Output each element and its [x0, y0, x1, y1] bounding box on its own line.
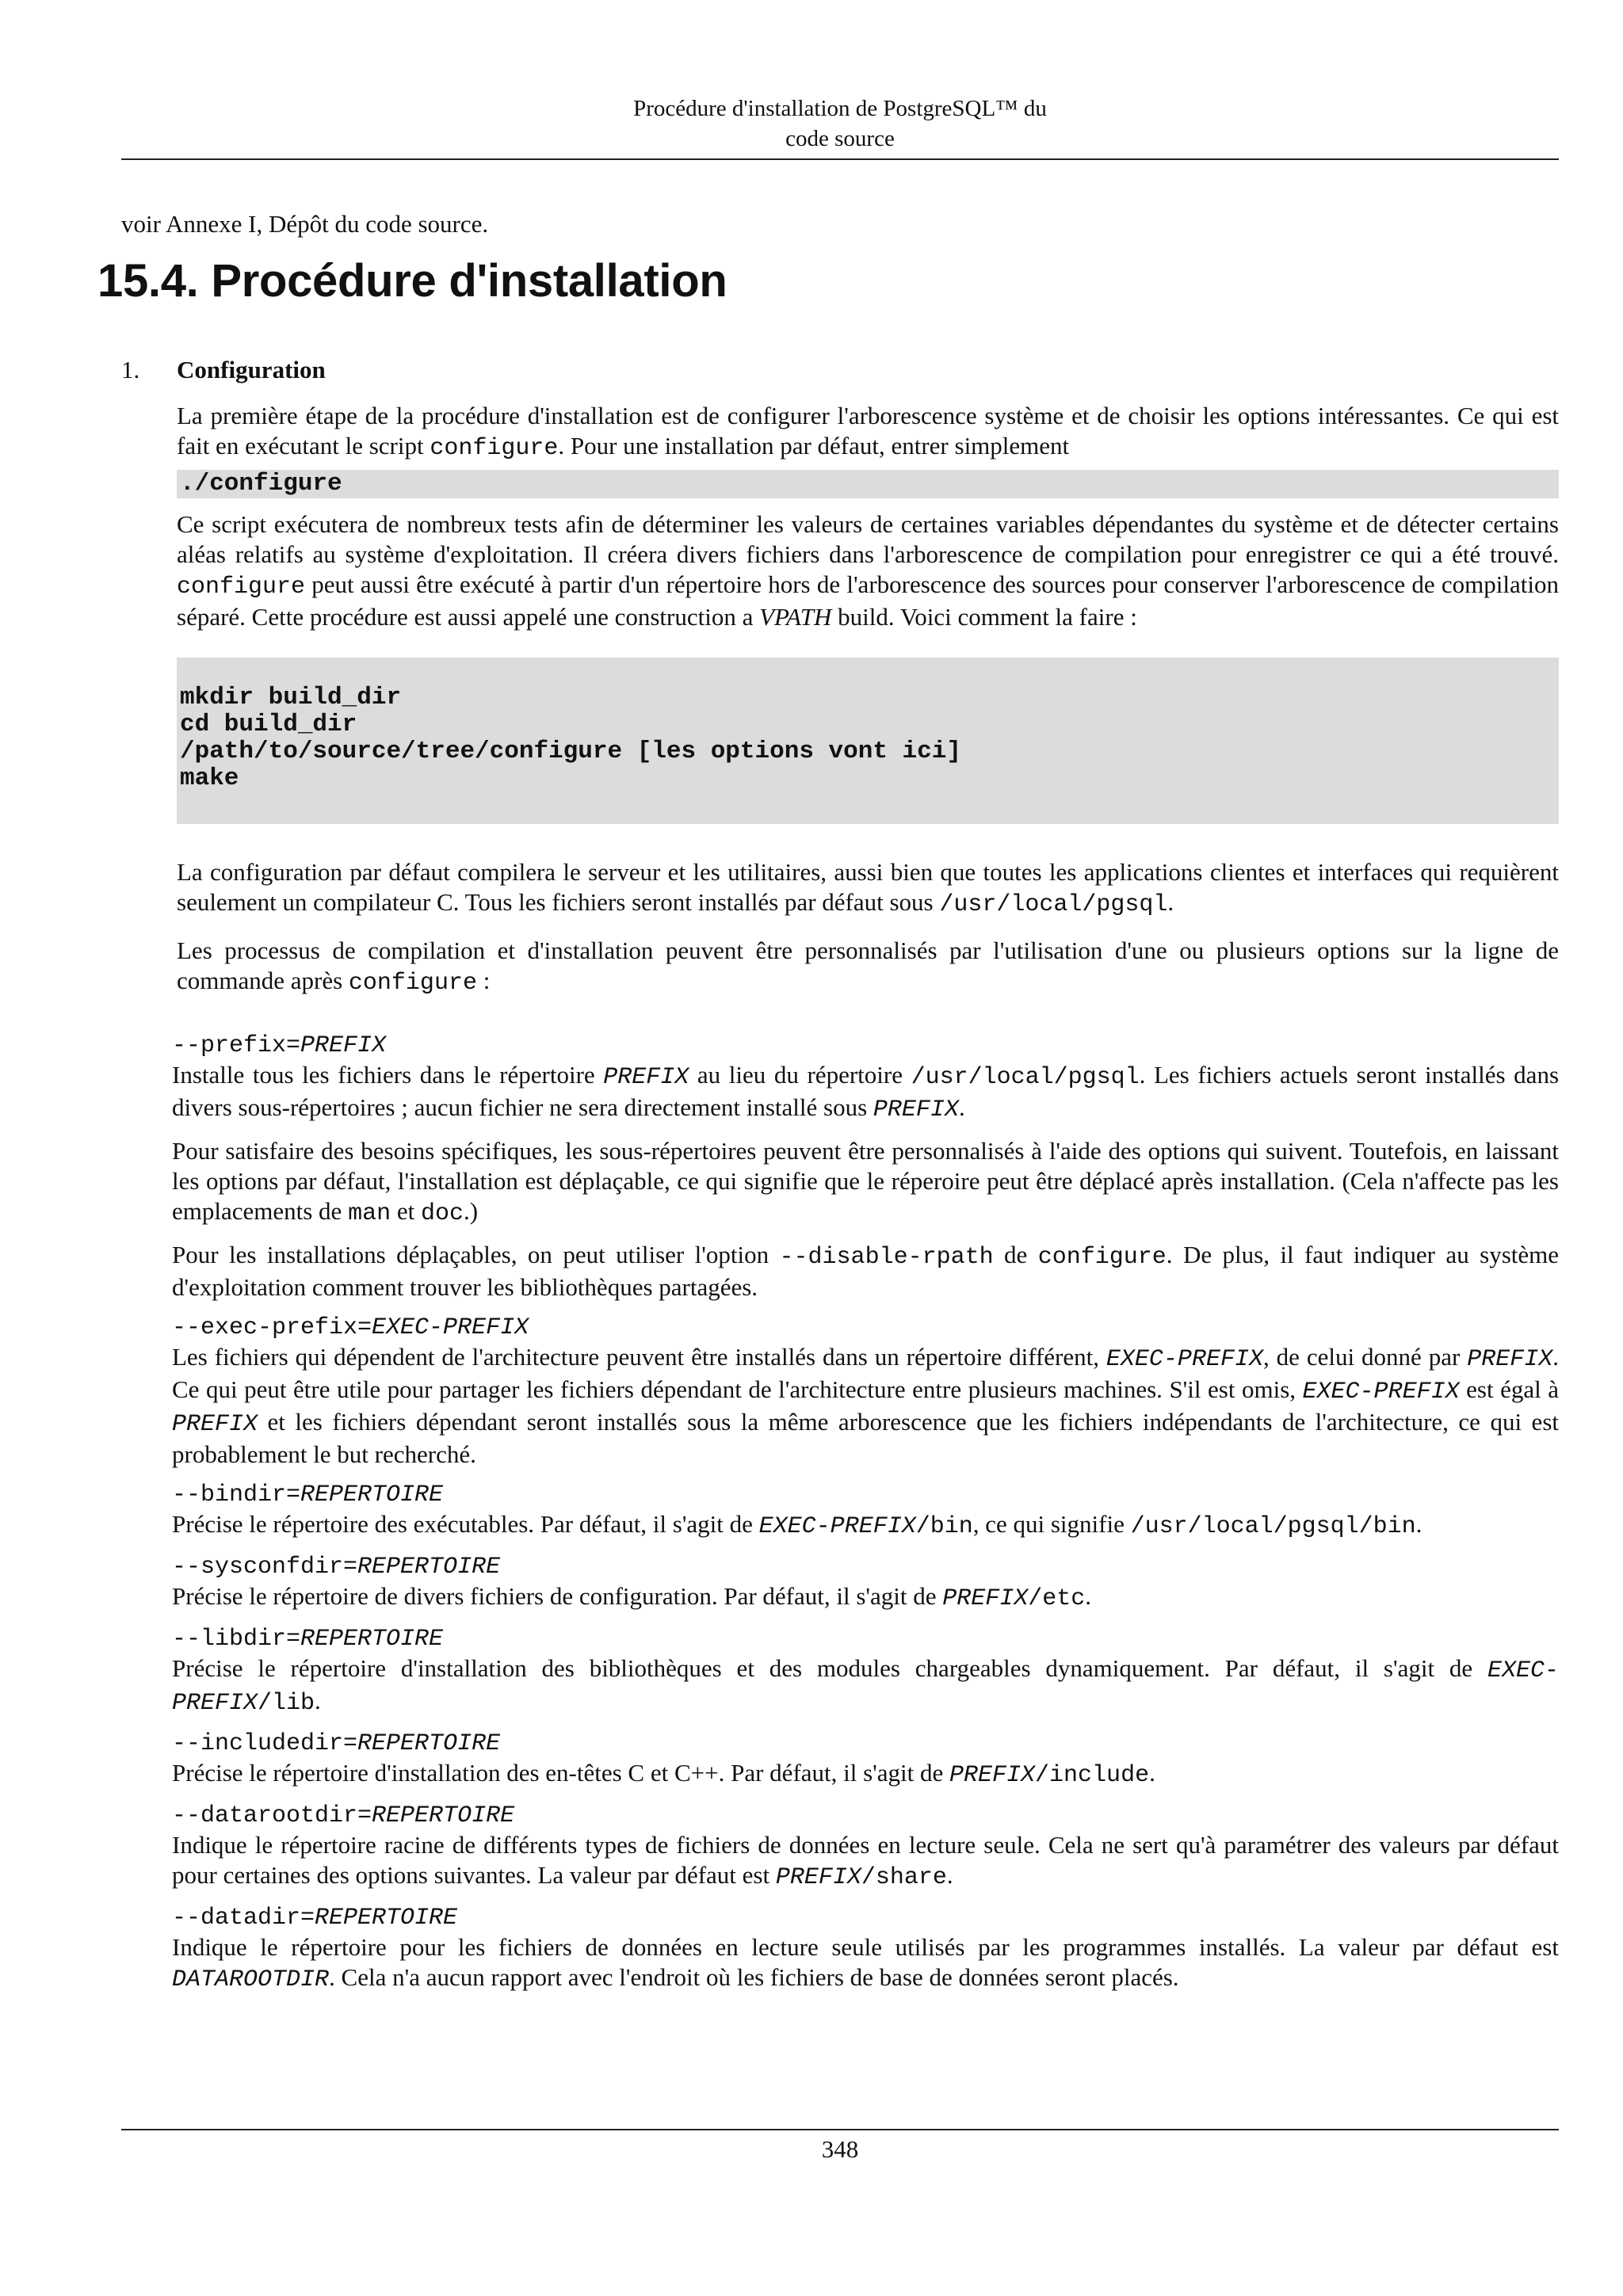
step-paragraph-1: La première étape de la procédure d'installation est de configurer l'arborescence système et de choisir les options intéressantes. Ce qui est fait en exécutant le script configure. Pour une installation par défaut, entrer simplement	[177, 402, 1559, 462]
lead-paragraph: voir Annexe I, Dépôt du code source.	[121, 210, 489, 238]
option-term: --exec-prefix=EXEC-PREFIX	[172, 1314, 529, 1341]
option-description: Précise le répertoire de divers fichiers de configuration. Par défaut, il s'agit de PREFIX/etc.	[172, 1582, 1092, 1612]
option-libdir	[172, 1625, 1559, 1718]
step-paragraph-4: Les processus de compilation et d'installation peuvent être personnalisés par l'utilisation d'une ou plusieurs options sur la ligne de commande après configure :	[177, 936, 1559, 997]
step-configuration	[121, 355, 1559, 1995]
option-description: Installe tous les fichiers dans le répertoire PREFIX au lieu du répertoire /usr/local/pgsql. Les fichiers actuels seront installés dans divers sous-répertoires ; aucun fichier ne sera directement installé sous PREFIX.	[172, 1061, 1560, 1123]
option-description: Indique le répertoire racine de différents types de fichiers de données en lecture seule. Cela ne sert qu'à paramétrer des valeurs par défaut pour certaines des options suivantes. La valeur par défaut est PREFIX/share.	[172, 1831, 1559, 1891]
page-number: 348	[821, 2135, 859, 2163]
option-prefix	[172, 1032, 1559, 1302]
running-header	[121, 93, 1559, 154]
step-title: Configuration	[177, 356, 326, 383]
inline-code: configure	[348, 970, 477, 997]
option-bindir	[172, 1481, 1559, 1542]
header-rule	[121, 158, 1559, 160]
option-term: --datarootdir=REPERTOIRE	[172, 1802, 515, 1829]
option-description: Précise le répertoire d'installation des en-têtes C et C++. Par défaut, il s'agit de PREFIX/include.	[172, 1759, 1155, 1789]
option-description: Précise le répertoire des exécutables. Par défaut, il s'agit de EXEC-PREFIX/bin, ce qui signifie /usr/local/pgsql/bin.	[172, 1510, 1423, 1540]
code-block-vpath: mkdir build_dir cd build_dir /path/to/source/tree/configure [les options vont ici] make	[177, 658, 1559, 824]
option-datadir	[172, 1904, 1559, 1995]
command-configure: ./configure	[177, 470, 1559, 498]
option-description: Précise le répertoire d'installation des bibliothèques et des modules chargeables dynamiquement. Par défaut, il s'agit de EXEC-PREFIX/lib.	[172, 1654, 1559, 1717]
footer-rule	[121, 2129, 1559, 2130]
relocatable-note: Pour les installations déplaçables, on peut utiliser l'option --disable-rpath de configure. De plus, il faut indiquer au système d'exploitation comment trouver les bibliothèques partagées.	[172, 1241, 1559, 1301]
option-exec-prefix	[172, 1314, 1559, 1470]
option-sysconfdir	[172, 1553, 1559, 1614]
step-paragraph-2: Ce script exécutera de nombreux tests afin de déterminer les valeurs de certaines variables dépendantes du système et de détecter certains aléas relatifs au système d'exploitation. Il créera divers fichiers dans l'arborescence de compilation pour enregistrer ce qui a été trouvé. configure peut aussi être exécuté à partir d'un répertoire hors de l'arborescence des sources pour conserver l'arborescence de compilation séparé. Cette procédure est aussi appelé une construction a VPATH build. Voici comment la faire :	[177, 510, 1559, 631]
inline-code: configure	[177, 574, 306, 601]
option-term: --prefix=PREFIX	[172, 1032, 387, 1059]
emphasis: VPATH	[759, 603, 832, 631]
running-header-line-1: Procédure d'installation de PostgreSQL™ du	[633, 96, 1047, 121]
running-header-line-2: code source	[785, 126, 895, 151]
option-datarootdir	[172, 1802, 1559, 1893]
step-paragraph-3: La configuration par défaut compilera le serveur et les utilitaires, aussi bien que toutes les applications clientes et interfaces qui requièrent seulement un compilateur C. Tous les fichiers seront installés par défaut sous /usr/local/pgsql.	[177, 858, 1559, 918]
inline-code: configure	[430, 435, 559, 462]
document-page	[97, 0, 1560, 1995]
subdirs-note: Pour satisfaire des besoins spécifiques, les sous-répertoires peuvent être personnalisés à l'aide des options qui suivent. Toutefois, en laissant les options par défaut, l'installation est déplaçable, ce qui signifie que le réperoire peut être déplacé après installation. (Cela n'affecte pas les emplacements de man et doc.)	[172, 1137, 1559, 1227]
step-number: 1.	[121, 356, 140, 383]
option-term: --libdir=REPERTOIRE	[172, 1626, 444, 1653]
option-term: --includedir=REPERTOIRE	[172, 1730, 501, 1757]
option-term: --sysconfdir=REPERTOIRE	[172, 1554, 501, 1581]
option-term: --bindir=REPERTOIRE	[172, 1482, 444, 1508]
options-list	[172, 1032, 1559, 1995]
option-term: --datadir=REPERTOIRE	[172, 1905, 458, 1932]
section-title: 15.4. Procédure d'installation	[97, 255, 727, 307]
option-description: Indique le répertoire pour les fichiers de données en lecture seule utilisés par les programmes installés. La valeur par défaut est DATAROOTDIR. Cela n'a aucun rapport avec l'endroit où les fichiers de base de données seront placés.	[172, 1933, 1559, 1993]
option-description: Les fichiers qui dépendent de l'architecture peuvent être installés dans un répertoire différent, EXEC-PREFIX, de celui donné par PREFIX. Ce qui peut être utile pour partager les fichiers dépendant de l'architecture entre plusieurs machines. S'il est omis, EXEC-PREFIX est égal à PREFIX et les fichiers dépendant seront installés sous la même arborescence que les fichiers indépendants de l'architecture, ce qui est probablement le but recherché.	[172, 1343, 1559, 1468]
inline-code: /usr/local/pgsql	[939, 891, 1168, 918]
option-includedir	[172, 1730, 1559, 1791]
